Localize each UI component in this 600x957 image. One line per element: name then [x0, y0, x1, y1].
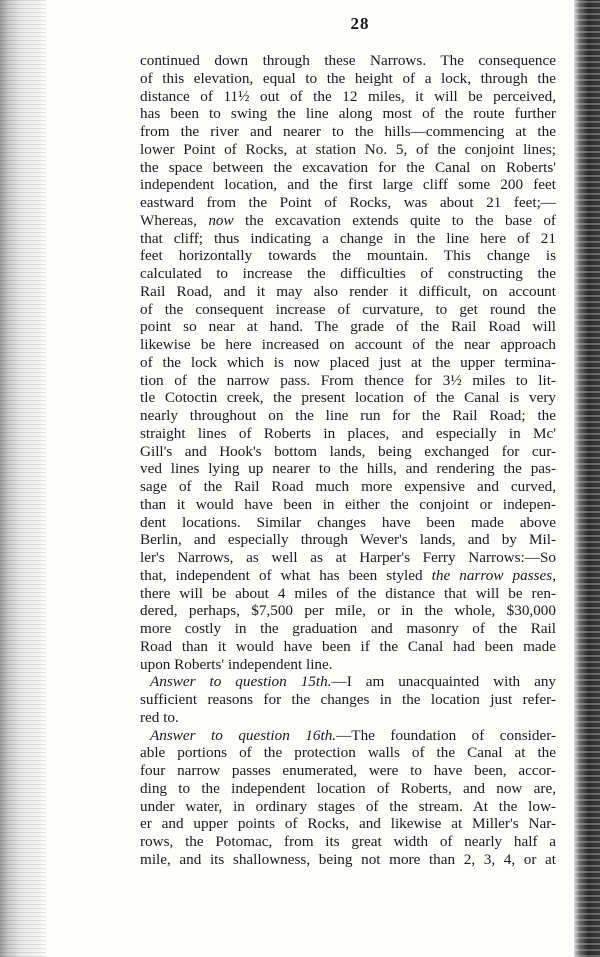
- text-line: point so near at hand. The grade of the Rail Road will: [140, 318, 556, 336]
- text-line: sage of the Rail Road much more expensive and curved,: [140, 478, 556, 495]
- text-line: tle Cotoctin creek, the present location of the Canal is very: [140, 389, 556, 407]
- text-line: mile, and its shallowness, being not more than 2, 3, 4, or at: [140, 850, 556, 868]
- text-line: ved lines lying up nearer to the hills, and rendering the pas-: [140, 460, 556, 478]
- italic-text: Answer to question: [150, 673, 287, 691]
- text-line: more costly in the graduation and masonry of the Rail: [140, 620, 556, 637]
- text-line: has been to swing the line along most of the route further: [140, 105, 556, 123]
- text-line: independent location, and the first large cliff some 200 feet: [140, 176, 556, 194]
- italic-text: the narrow passes: [431, 566, 553, 584]
- text-line: of this elevation, equal to the height of a lock, through the: [140, 69, 556, 87]
- text-line: feet horizontally towards the mountain. This change is: [140, 247, 556, 265]
- text-line: distance of 11½ out of the 12 miles, it will be perceived,: [140, 87, 556, 105]
- text-line: ding to the independent location of Roberts, and now are,: [140, 779, 556, 797]
- italic-text: Answer to question: [150, 726, 290, 744]
- text-line: under water, in ordinary stages of the stream. At the low-: [140, 797, 556, 815]
- text-line: of the lock which is now placed just at the upper termina-: [140, 353, 556, 371]
- text-line: lower Point of Rocks, at station No. 5, of the conjoint lines;: [140, 140, 556, 158]
- text-line: than it would have been in either the conjoint or indepen-: [140, 495, 556, 513]
- text-line: likewise be here increased on account of the near approach: [140, 336, 556, 353]
- text-line: Gill's and Hook's bottom lands, being exchanged for cur-: [140, 442, 556, 460]
- text-line: straight lines of Roberts in places, and especially in Mc': [140, 424, 556, 442]
- text-line: ler's Narrows, as well as at Harper's Ferry Narrows:—So: [140, 549, 556, 566]
- text-line: nearly throughout on the line run for the Rail Road; the: [140, 407, 556, 424]
- italic-text: 15th.: [300, 673, 332, 691]
- text-line: continued down through these Narrows. The consequence: [140, 52, 556, 69]
- text-line: Berlin, and especially through Wever's lands, and by Mil-: [140, 531, 556, 549]
- body-text: [140, 52, 556, 869]
- text-line: there will be about 4 miles of the distance that will be ren-: [140, 584, 556, 602]
- text-line: Rail Road, and it may also render it difficult, on account: [140, 282, 556, 300]
- text-line: able portions of the protection walls of the Canal at the: [140, 744, 556, 762]
- text-line: sufficient reasons for the changes in the location just refer-: [140, 691, 556, 708]
- text-line: eastward from the Point of Rocks, was about 21 feet;—: [140, 194, 556, 211]
- text-line: Answer to question 15th.—I am unacquainted with any: [150, 673, 557, 691]
- page-number: 28: [350, 14, 370, 33]
- page-edge-shadow: [574, 0, 600, 957]
- binding-gutter: [0, 0, 46, 957]
- text-line: four narrow passes enumerated, were to have been, accor-: [140, 762, 556, 779]
- text-line: dered, perhaps, $7,500 per mile, or in the whole, $30,000: [140, 602, 556, 620]
- text-line: of the consequent increase of curvature, to get round the: [140, 300, 556, 318]
- text-line: dent locations. Similar changes have been made above: [140, 513, 556, 531]
- text-line: the space between the excavation for the Canal on Roberts': [140, 158, 556, 176]
- text-line: Whereas, now the excavation extends quite to the base of: [140, 211, 556, 229]
- text-line: Answer to question 16th.—The foundation of consider-: [150, 726, 557, 744]
- text-line: rows, the Potomac, from its great width of nearly half a: [140, 833, 556, 850]
- text-line: er and upper points of Rocks, and likewise at Miller's Nar-: [140, 815, 556, 833]
- text-line: red to.: [140, 708, 179, 726]
- italic-text: 16th.: [305, 726, 337, 744]
- text-line: from the river and nearer to the hills—commencing at the: [140, 123, 556, 140]
- text-line: upon Roberts' independent line.: [140, 655, 333, 673]
- text-line: tion of the narrow pass. From thence for 3½ miles to lit-: [140, 371, 556, 389]
- text-line: calculated to increase the difficulties of constructing the: [140, 265, 556, 282]
- italic-text: now: [208, 211, 234, 229]
- text-line: that cliff; thus indicating a change in the line here of 21: [140, 229, 556, 247]
- text-line: Road than it would have been if the Canal had been made: [140, 637, 556, 655]
- text-line: that, independent of what has been styled the narrow passes,: [140, 566, 556, 584]
